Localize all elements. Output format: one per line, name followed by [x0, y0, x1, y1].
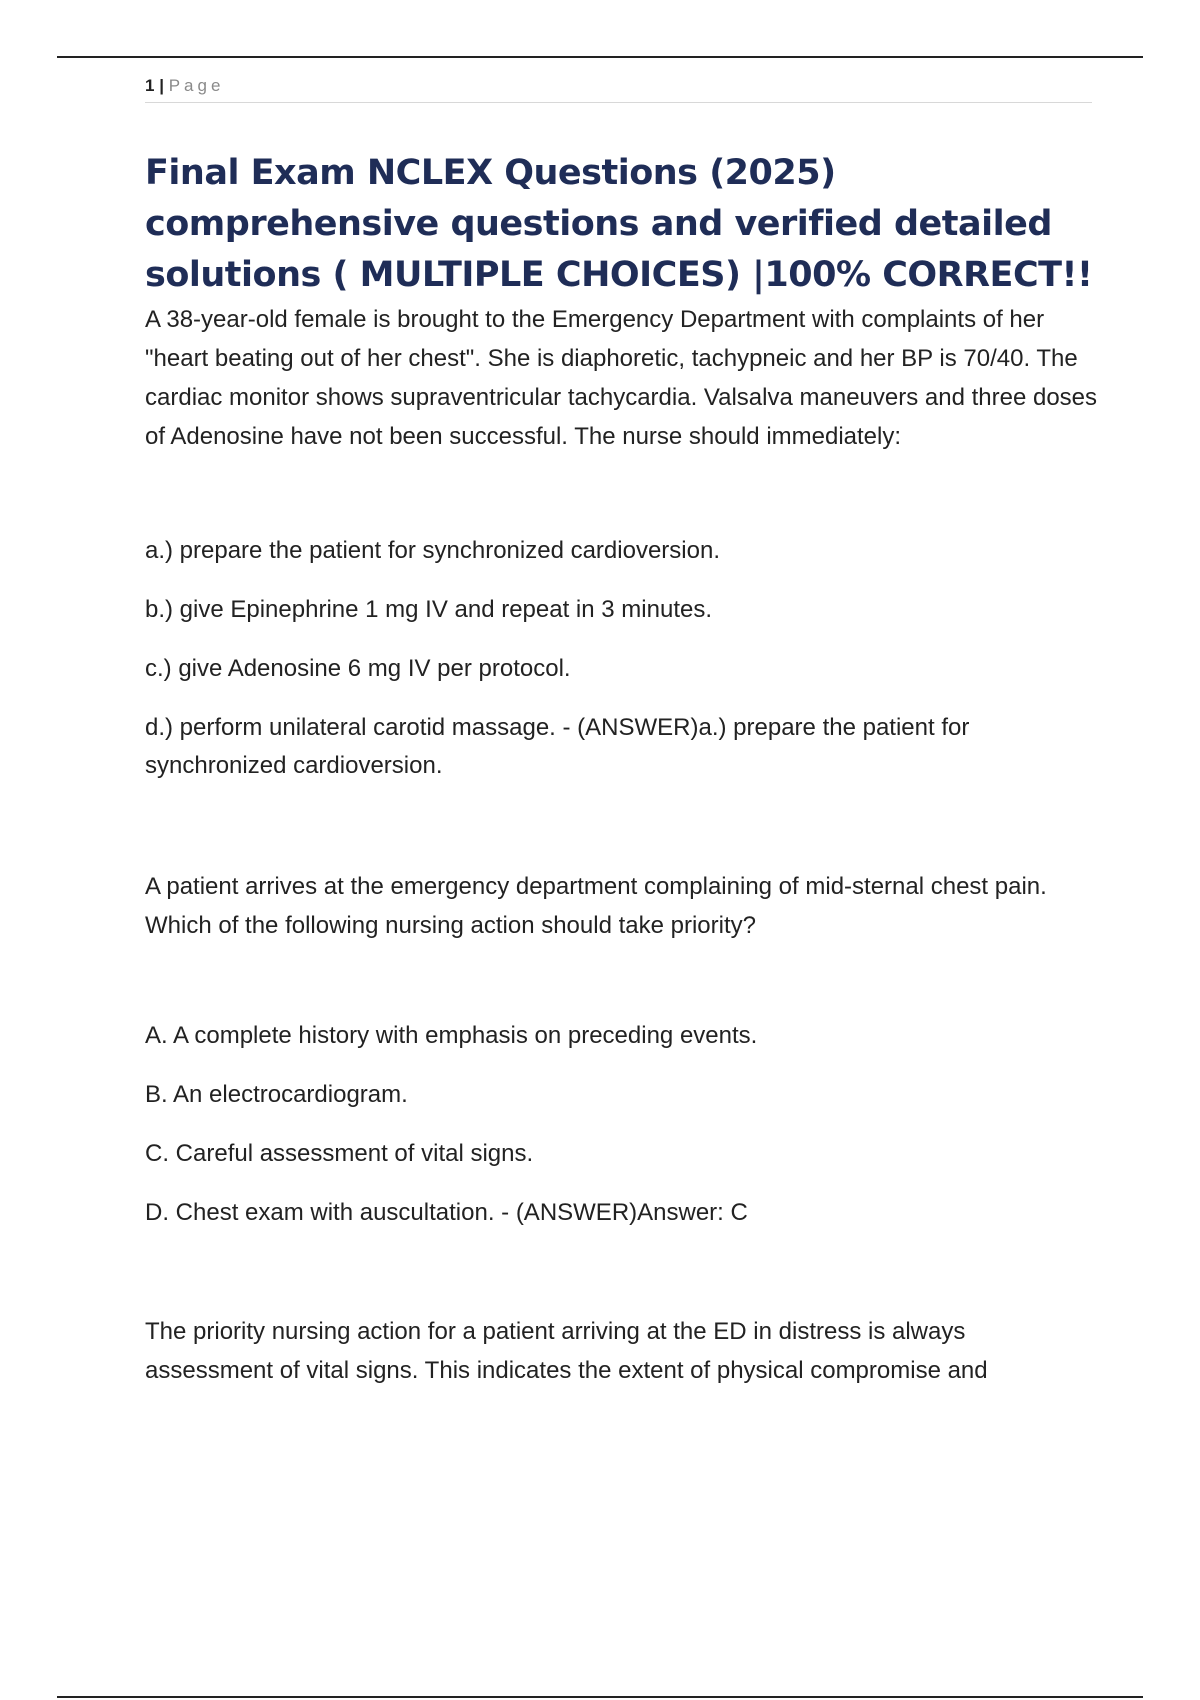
question-2-rationale: The priority nursing action for a patient arriving at the ED in distress is always assessment of vital signs. This indicates the extent of physical compromise and [145, 1318, 988, 1384]
page-header [145, 72, 1092, 103]
question-1-stem: A 38-year-old female is brought to the Emergency Department with complaints of her "heart beating out of her chest". She is diaphoretic, tachypneic and her BP is 70/40. The cardiac monitor shows supraventricular tachycardia. Valsalva maneuvers and three doses of Adenosine have not been successful. The nurse should immediately: [145, 306, 1098, 450]
page-number: 1 [145, 76, 155, 95]
page-label: Page [168, 76, 225, 95]
top-rule [57, 56, 1143, 58]
question-2-stem: A patient arrives at the emergency department complaining of mid-sternal chest pain. Which of the following nursing action should take priority? [145, 873, 1047, 939]
bottom-rule [57, 1696, 1143, 1698]
question-1-option-b: b.) give Epinephrine 1 mg IV and repeat in 3 minutes. [145, 596, 712, 623]
question-2-option-a: A. A complete history with emphasis on preceding events. [145, 1022, 758, 1049]
question-1-option-c: c.) give Adenosine 6 mg IV per protocol. [145, 655, 571, 682]
question-1-option-d: d.) perform unilateral carotid massage. - (ANSWER)a.) prepare the patient for synchronized cardioversion. [145, 714, 970, 779]
page-separator: | [159, 76, 164, 95]
question-2-option-d: D. Chest exam with auscultation. - (ANSWER)Answer: C [145, 1199, 748, 1226]
question-2-option-b: B. An electrocardiogram. [145, 1081, 408, 1108]
document-body [145, 148, 1100, 1390]
document-title: Final Exam NCLEX Questions (2025) comprehensive questions and verified detailed solutions ( MULTIPLE CHOICES) |100% CORRECT!! [145, 153, 1093, 295]
question-2-option-c: C. Careful assessment of vital signs. [145, 1140, 534, 1167]
question-1-option-a: a.) prepare the patient for synchronized cardioversion. [145, 537, 720, 564]
